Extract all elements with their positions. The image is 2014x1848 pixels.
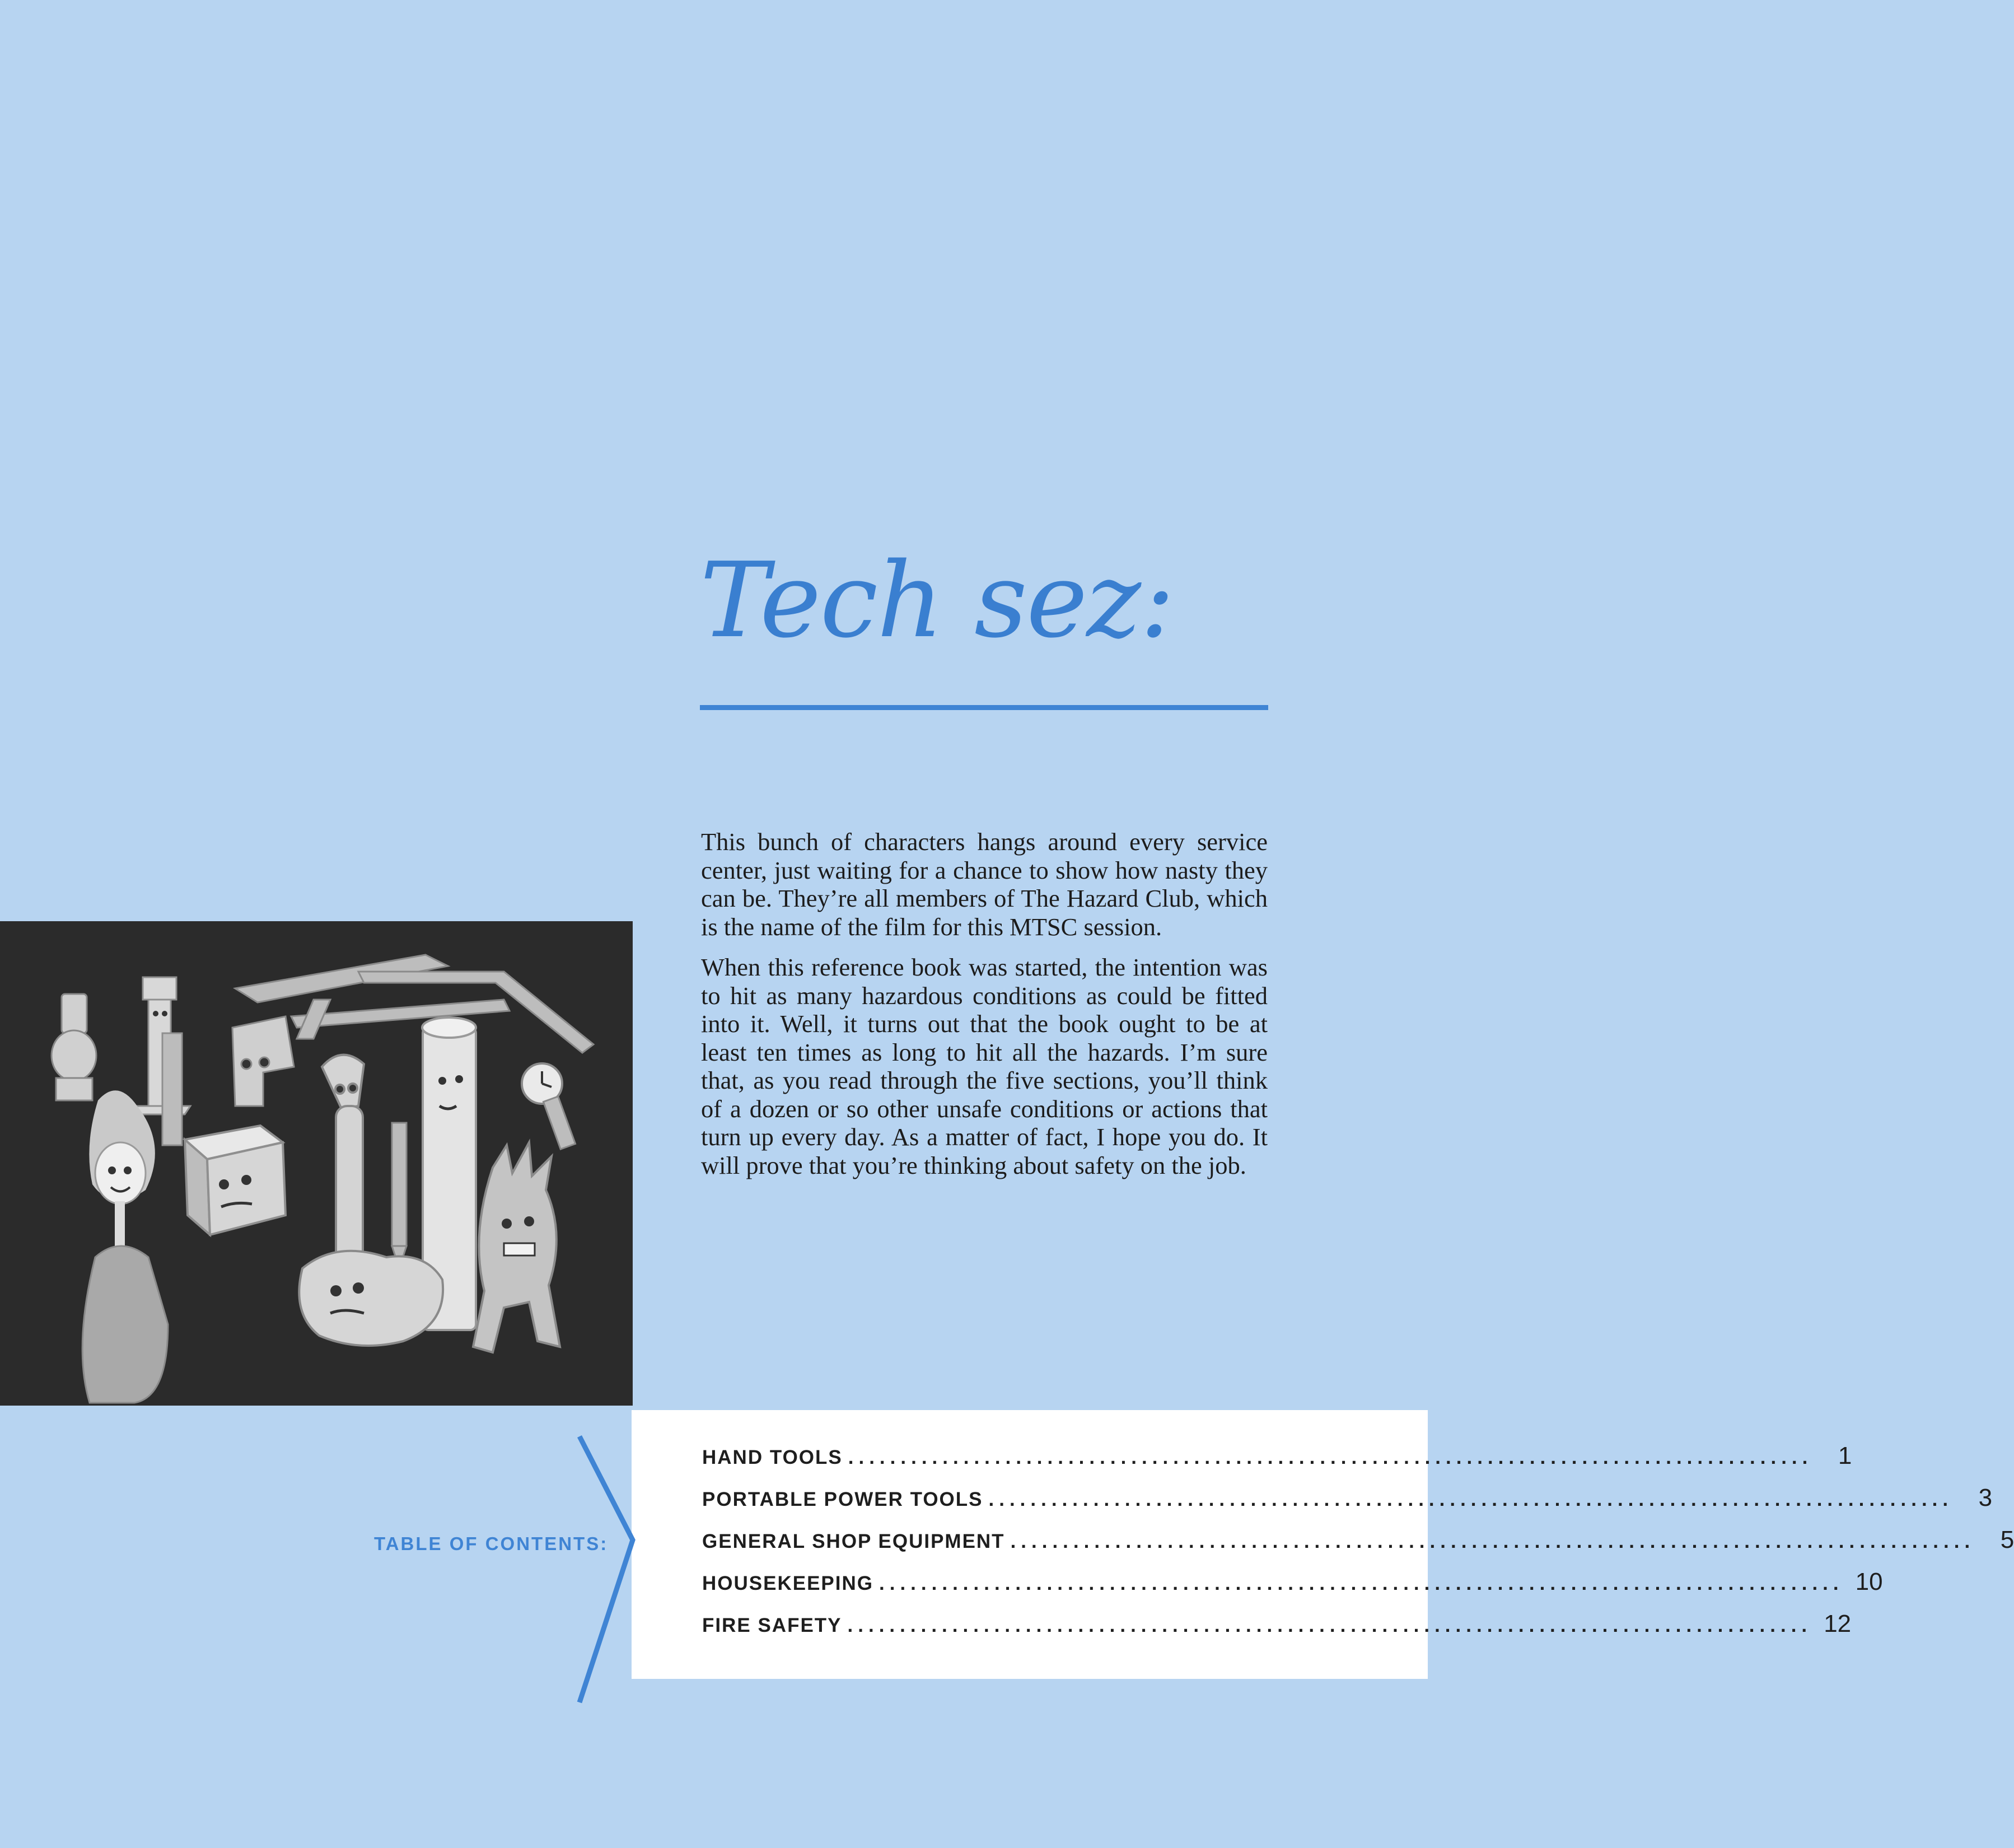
toc-entry-hand-tools[interactable] bbox=[702, 1442, 1852, 1484]
toc-entry-portable-power-tools[interactable] bbox=[702, 1484, 1993, 1526]
toc-leader-dots: ............................................................................................ bbox=[988, 1488, 1954, 1510]
toc-entry-page: 1 bbox=[1838, 1442, 1852, 1469]
intro-paragraph-1: This bunch of characters hangs around every service center, just waiting for a chance to show how nasty they can be. They’re all members of The Hazard Club, which is the name of the film for this MTSC session. bbox=[701, 828, 1268, 941]
intro-text bbox=[701, 828, 1268, 1192]
heading-underline bbox=[700, 705, 1268, 710]
toc-entry-page: 3 bbox=[1978, 1484, 1993, 1511]
toc-entry-title: FIRE SAFETY bbox=[702, 1614, 842, 1636]
toc-entry-title: GENERAL SHOP EQUIPMENT bbox=[702, 1530, 1005, 1552]
toc-leader-dots: ............................................................................................ bbox=[848, 1446, 1813, 1468]
toc-leader-dots: ............................................................................................ bbox=[847, 1614, 1812, 1636]
toc-label: TABLE OF CONTENTS: bbox=[374, 1533, 609, 1554]
hazard-club-illustration bbox=[0, 921, 633, 1406]
toc-entry-page: 5 bbox=[2000, 1526, 2014, 1553]
toc-entry-housekeeping[interactable] bbox=[702, 1568, 1883, 1610]
toc-entry-title: PORTABLE POWER TOOLS bbox=[702, 1488, 983, 1510]
toc-bracket-chevron bbox=[549, 1434, 661, 1708]
intro-paragraph-2: When this reference book was started, the intention was to hit as many hazardous conditions as could be fitted into it. Well, it turns out that the book ought to be at least ten times as long to hit all the hazards. I’m sure that, as you read through the five sections, you’ll think of a dozen or so other unsafe conditions or actions that turn up every day. As a matter of fact, I hope you do. It will prove that you’re thinking about safety on the job. bbox=[701, 953, 1268, 1179]
toc-entry-fire-safety[interactable] bbox=[702, 1610, 1852, 1652]
toc-entry-title: HOUSEKEEPING bbox=[702, 1572, 873, 1594]
toc-entry-general-shop-equipment[interactable] bbox=[702, 1526, 2014, 1568]
toc-leader-dots: ............................................................................................ bbox=[1010, 1530, 1975, 1552]
toc-entry-page: 10 bbox=[1855, 1568, 1883, 1595]
toc-entry-page: 12 bbox=[1824, 1610, 1852, 1637]
page-heading: Tech sez: bbox=[700, 540, 1174, 661]
toc-leader-dots: ............................................................................................ bbox=[879, 1572, 1844, 1594]
toc-entry-title: HAND TOOLS bbox=[702, 1446, 843, 1468]
toc-list bbox=[702, 1442, 2014, 1652]
